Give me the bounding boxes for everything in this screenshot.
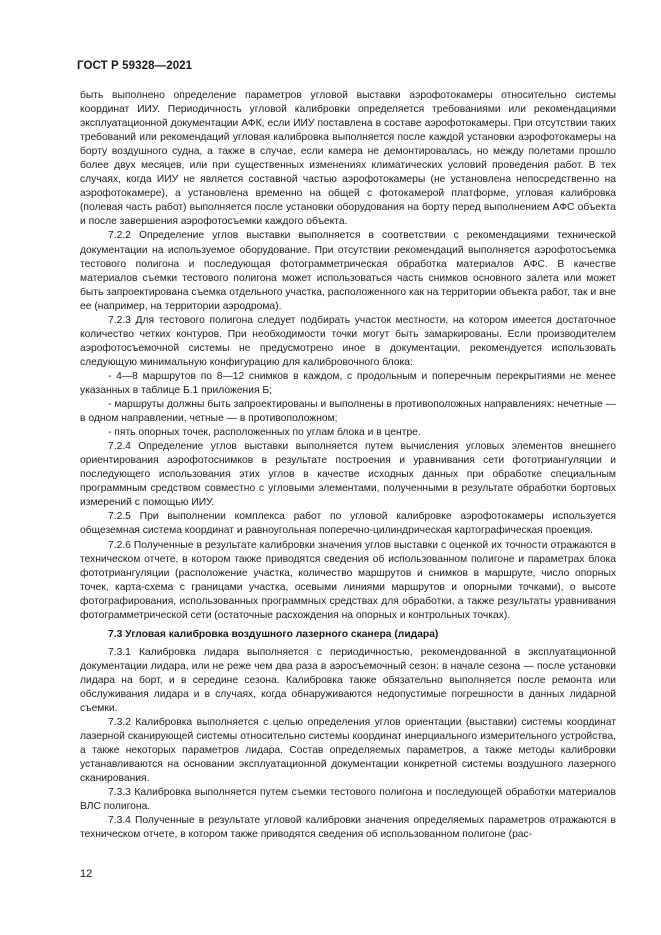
document-header: ГОСТ Р 59328—2021	[77, 60, 193, 72]
document-body	[80, 89, 616, 842]
page-number: 12	[80, 868, 93, 880]
list-item: - 4—8 маршрутов по 8—12 снимков в каждом, с продольным и поперечным перекрытиями не менее указанных в таблице Б.1 приложения Б;	[80, 370, 616, 396]
paragraph: 7.3.4 Полученные в результате угловой калибровки значения определяемых параметров отражаются в техническом отчете, в котором также приводятся сведения об использованном полигоне (рас-	[80, 815, 616, 841]
paragraph: быть выполнено определение параметров угловой выставки аэрофотокамеры относительно системы координат ИИУ. Периодичность угловой калибровки определяется требованиями или рекомендациями эксплуатационной документации АФК, если ИИУ поставлена в составе аэрофотокамеры. При отсутствии таких требований или рекомендаций угловая калибровка выполняется после каждой установки аэрофотокамеры на борту воздушного судна, а также в случае, если камера не демонтировалась, но между полетами прошло более двух месяцев, или при существенных изменениях климатических условий проведения работ. В тех случаях, когда ИИУ не является составной частью аэрофотокамеры (не установлена непосредственно на аэрофотокамере), а установлена временно на общей с фотокамерой платформе, угловая калибровка (полевая часть работ) выполняется после установки оборудования на борту перед выполнением АФС объекта и после завершения аэрофотосъемки каждого объекта.	[80, 90, 616, 228]
paragraph: 7.3.2 Калибровка выполняется с целью определения углов ориентации (выставки) системы координат лазерной сканирующей системы относительно системы координат инерциального измерительного устройства, а также некоторых параметров лидара. Состав определяемых параметров, а также методы калибровки устанавливаются на основании эксплуатационной документации конкретной системы воздушного лазерного сканирования.	[80, 717, 616, 785]
paragraph: 7.2.6 Полученные в результате калибровки значения углов выставки с оценкой их точности отражаются в техническом отчете, в котором также приводятся сведения об использованном полигоне и параметрах блока фототриангуляции (расположение участка, количество маршрутов и снимков в маршруте, число опорных точек, карта-схема с границами участка, осевыми линиями маршрутов и опорными точками), о высоте фотографирования, использованных программных средствах для обработки, а также результаты уравнивания фотограмметрической сети (остаточные расхождения на опорных и контрольных точках).	[80, 539, 616, 621]
paragraph: 7.2.5 При выполнении комплекса работ по угловой калибровке аэрофотокамеры используется общеземная система координат и равноугольная поперечно-цилиндрическая картографическая проекция.	[80, 511, 616, 537]
paragraph: 7.2.2 Определение углов выставки выполняется в соответствии с рекомендациями технической документации на используемое оборудование. При отсутствии рекомендаций выполняется аэрофотосъемка тестового полигона и последующая фотограмметрическая обработка материалов АФС. В качестве материалов съемки тестового полигона может использоваться часть снимков основного залета или может быть запроектирована съемка отдельного участка, расположенного как на территории объекта работ, так и вне ее (например, на территории аэродрома).	[80, 230, 616, 312]
paragraph: 7.2.3 Для тестового полигона следует подбирать участок местности, на котором имеется достаточное количество четких контуров. При необходимости точки могут быть замаркированы. Если производителем аэрофотосъемочной системы не предусмотрено иное в документации, рекомендуется использовать следующую минимальную конфигурацию для калибровочного блока:	[80, 314, 616, 368]
list-item: - пять опорных точек, расположенных по углам блока и в центре.	[108, 427, 421, 439]
paragraph: 7.3.3 Калибровка выполняется путем съемки тестового полигона и последующей обработки материалов ВЛС полигона.	[80, 787, 616, 813]
list-item: - маршруты должны быть запроектированы и выполнены в противоположных направлениях: нечетные — в одном направлении, четные — в противоположном;	[80, 399, 616, 425]
paragraph: 7.2.4 Определение углов выставки выполняется путем вычисления угловых элементов внешнего ориентирования аэрофотоснимков в результате построения и уравнивания сети фототриангуляции и последующего использования этих углов в качестве исходных данных при обработке специальным программным средством совместно с угловыми элементами, полученными в результате обработки бортовых измерений с помощью ИИУ.	[80, 441, 616, 509]
paragraph: 7.3.1 Калибровка лидара выполняется с периодичностью, рекомендованной в эксплуатационной документации лидара, или не реже чем два раза в аэросъемочный сезон: в начале сезона — после установки лидара на борт, и в середине сезона. Калибровка также обязательно выполняется после ремонта или обслуживания лидара и в случаях, когда обнаруживаются недопустимые погрешности в данных лидарной съемки.	[80, 646, 616, 715]
section-heading: 7.3 Угловая калибровка воздушного лазерного сканера (лидара)	[108, 628, 439, 640]
